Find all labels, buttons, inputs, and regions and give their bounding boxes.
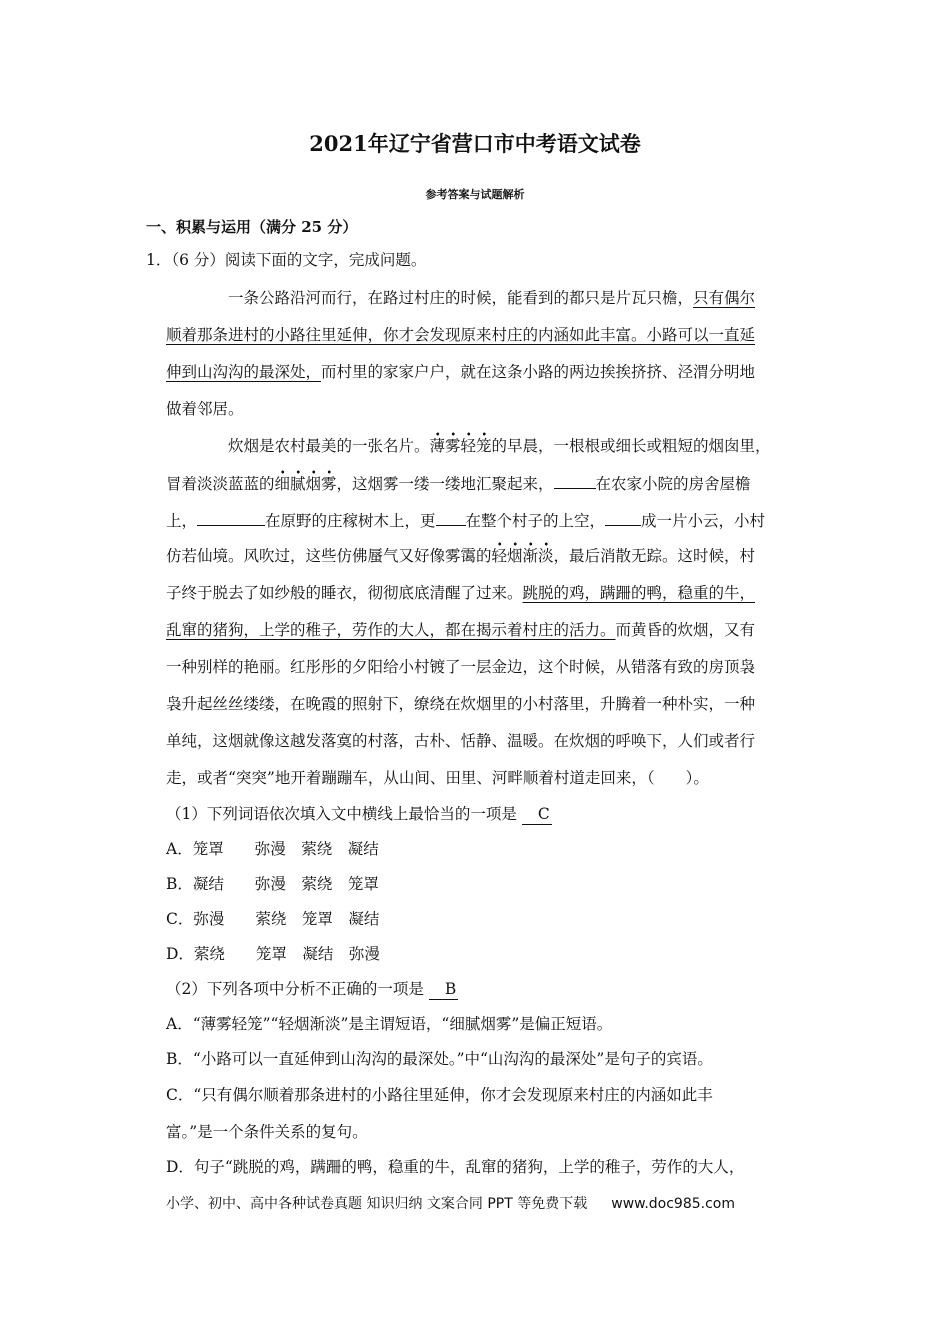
passage-p1-line4: 做着邻居。 <box>166 400 244 418</box>
passage-p2-line5 <box>166 583 755 603</box>
footer-text: 小学、初中、高中各种试卷真题 知识归纳 文案合同 PPT 等免费下载 <box>166 1196 588 1212</box>
underlined-span: 跳脱的鸡，蹒跚的鸭，稳重的牛， <box>522 584 756 602</box>
passage-p1-line1 <box>228 288 755 308</box>
question-1-head: 1．（6 分）阅读下面的文字，完成问题。 <box>146 251 427 269</box>
underlined-span: 小路可以一直延 <box>646 326 756 344</box>
text-span: 一条公路沿河而行，在路过村庄的时候，能看到的都只是片瓦只檐， <box>228 289 694 307</box>
underlined-span: 只有偶尔 <box>693 289 756 307</box>
passage-p2-line6 <box>166 620 755 640</box>
subquestion-1-stem <box>166 804 552 825</box>
underlined-span: 乱窜的猪狗，上学的稚子，劳作的大人，都在揭示着村庄的活力。 <box>166 621 616 639</box>
fill-blank <box>197 509 265 526</box>
fill-blank <box>554 472 596 489</box>
answer-blank: B <box>429 979 458 1000</box>
page-subtitle: 参考答案与试题解析 <box>425 188 525 201</box>
text-span: ，这烟雾一缕一缕地汇聚起来， <box>336 475 554 493</box>
stem-text: （1）下列词语依次填入文中横线上最恰当的一项是 <box>166 805 517 823</box>
text-span: 成一片小云，小村 <box>641 512 766 530</box>
dotted-phrase: 细腻烟雾 <box>275 469 337 493</box>
text-span: 冒着淡淡蓝蓝的 <box>166 475 275 493</box>
footer-url[interactable]: www.doc985.com <box>611 1196 735 1212</box>
underlined-span: 顺着那条进村的小路往里延伸，你才会发现原来村庄的内涵如此丰富。 <box>166 326 647 344</box>
option-a: A．“薄雾轻笼”“轻烟渐淡”是主谓短语，“细腻烟雾”是偏正短语。 <box>166 1015 613 1033</box>
passage-p2-line9: 单纯，这烟就像这越发落寞的村落，古朴、恬静、温暖。在炊烟的呼唤下，人们或者行 <box>166 732 756 750</box>
text-span: 在整个村子的上空， <box>465 512 606 530</box>
text-span: 子终于脱去了如纱般的睡衣，彻彻底底清醒了过来。 <box>166 584 523 602</box>
underlined-span: 伸到山沟沟的最深处， <box>166 363 322 381</box>
passage-p2-line7: 一种别样的艳丽。红彤彤的夕阳给小村镀了一层金边，这个时候，从错落有致的房顶袅 <box>166 658 756 676</box>
passage-p2-line8: 袅升起丝丝缕缕，在晚霞的照射下，缭绕在炊烟里的小村落里，升腾着一种朴实，一种 <box>166 695 756 713</box>
text-span: ，最后消散无踪。这时候，村 <box>553 547 756 565</box>
dotted-phrase: 轻烟渐淡 <box>492 541 554 565</box>
option-c-line1: C．“只有偶尔顺着那条进村的小路往里延伸，你才会发现原来村庄的内涵如此丰 <box>166 1086 713 1104</box>
option-b: B．凝结 弥漫 萦绕 笼罩 <box>166 875 379 893</box>
answer-blank: C <box>522 804 552 825</box>
text-span: 上， <box>166 512 198 530</box>
option-c: C．弥漫 萦绕 笼罩 凝结 <box>166 910 380 928</box>
option-b: B．“小路可以一直延伸到山沟沟的最深处。”中“山沟沟的最深处”是句子的宾语。 <box>166 1050 713 1068</box>
fill-blank <box>436 509 466 526</box>
passage-p2-line10: 走，或者“突突”地开着蹦蹦车，从山间、田里、河畔顺着村道走回来，（ ）。 <box>166 769 709 787</box>
footer-banner <box>166 1193 735 1213</box>
option-d-line1: D．句子“跳脱的鸡，蹒跚的鸭，稳重的牛，乱窜的猪狗，上学的稚子，劳作的大人， <box>166 1158 745 1176</box>
text-span: 的早晨，一根根或细长或粗短的烟囱里， <box>491 437 771 455</box>
section-heading: 一、积累与运用（满分 25 分） <box>146 218 358 236</box>
option-a: A．笼罩 弥漫 萦绕 凝结 <box>166 840 379 858</box>
page-title: 2021年辽宁省营口市中考语文试卷 <box>309 131 641 156</box>
text-span: 在原野的庄稼树木上，更 <box>265 512 436 530</box>
passage-p2-line1 <box>228 436 771 456</box>
text-span: 而村里的家家户户，就在这条小路的两边挨挨挤挤、泾渭分明地 <box>321 363 756 381</box>
passage-p2-line2 <box>166 472 751 494</box>
passage-p2-line4 <box>166 546 755 566</box>
option-c-line2: 富。”是一个条件关系的复句。 <box>166 1123 368 1141</box>
option-d: D．萦绕 笼罩 凝结 弥漫 <box>166 945 380 963</box>
fill-blank <box>605 509 641 526</box>
text-span: 而黄昏的炊烟，又有 <box>615 621 756 639</box>
passage-p1-line3 <box>166 362 755 382</box>
text-span: 炊烟是农村最美的一张名片。 <box>228 437 430 455</box>
passage-p1-line2 <box>166 325 755 345</box>
passage-p2-line3 <box>166 509 765 531</box>
dotted-phrase: 薄雾轻笼 <box>430 431 492 455</box>
subquestion-2-stem <box>166 979 458 1000</box>
stem-text: （2）下列各项中分析不正确的一项是 <box>166 980 424 998</box>
text-span: 在农家小院的房舍屋檐 <box>595 475 751 493</box>
text-span: 仿若仙境。风吹过，这些仿佛蜃气又好像雾霭的 <box>166 547 492 565</box>
